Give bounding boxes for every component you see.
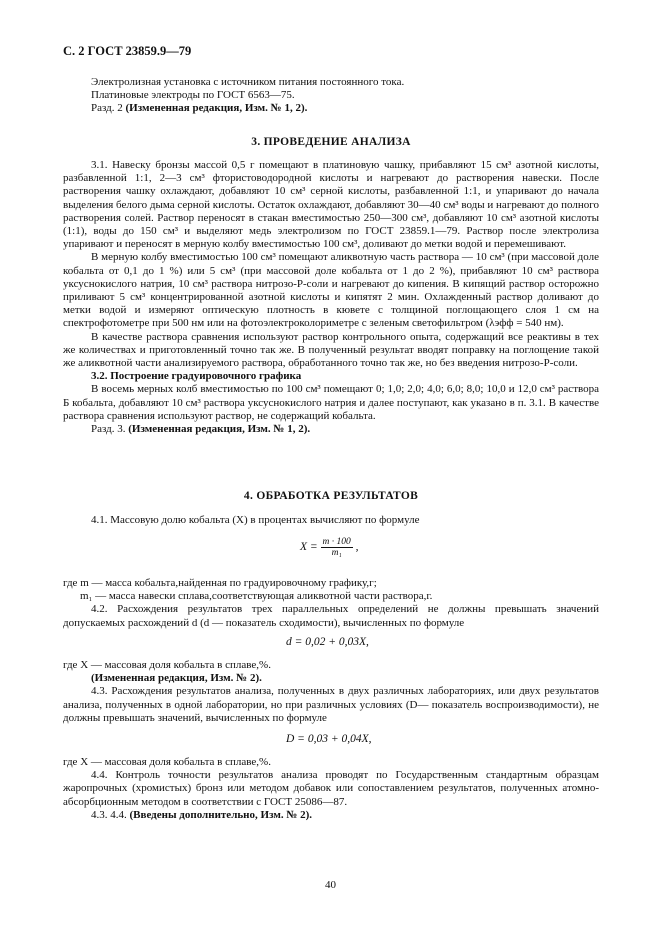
legend-m: где m — масса кобальта,найденная по градуировочному графику,г; <box>63 577 377 589</box>
paragraph-3-2: В восемь мерных колб вместимостью по 100 см³ помещают 0; 1,0; 2,0; 4,0; 6,0; 8,0; 10,0 и 12,0 см³ раствора Б кобальта, добавляют 10 см³ раствора уксуснокислого натрия и далее поступают, как указано в п. 3.1. В качестве раствора сравнения используют раствор, не содержащий кобальта. <box>63 383 599 422</box>
paragraph-4-1: 4.1. Массовую долю кобальта (X) в процентах вычисляют по формуле <box>91 514 420 526</box>
paragraph-3-1: 3.1. Навеску бронзы массой 0,5 г помещают в платиновую чашку, прибавляют 15 см³ азотной кислоты, разбавленной 1:1, 2—3 см³ фтористоводородной кислоты и нагревают до растворения навески. После растворения чашку охлаждают, добавляют 10 см³ серной кислоты, разбавленной 1:1, и упаривают до начала выделения белого дыма серной кислоты. Остаток охлаждают, добавляют 30—40 см³ воды и нагревают до полного растворения солей. Раствор переносят в стакан вместимостью 250—300 см³, добавляют 10 см³ азотной кислоты (1:1), воды до 150 см³ и выделяют медь электролизом по ГОСТ 23859.1—79. Раствор после электролиза упаривают и переносят в мерную колбу вместимостью 100 см³, доливают до метки водой и перемешивают. <box>63 159 599 251</box>
formula-x-left: X = <box>300 541 318 554</box>
formula-x-tail: , <box>355 541 359 554</box>
formula-d: d = 0,02 + 0,03X, <box>286 636 369 648</box>
legend-m1: m₁ — масса навески сплава,соответствующая аликвотной части раствора,г. <box>80 590 433 603</box>
formula-x <box>300 537 359 558</box>
intro-block <box>91 76 599 115</box>
formula-d-legend <box>63 659 599 725</box>
intro-line-1: Электролизная установка с источником питания постоянного тока. <box>91 76 405 88</box>
section-4-end <box>63 756 599 822</box>
intro-line-3: Разд. 2 (Измененная редакция, Изм. № 1, 2). <box>91 102 308 114</box>
section-4-title: 4. ОБРАБОТКА РЕЗУЛЬТАТОВ <box>243 490 419 502</box>
intro-line-2: Платиновые электроды по ГОСТ 6563—75. <box>91 89 295 101</box>
legend-x-2: где X — массовая доля кобальта в сплаве,%. <box>63 756 271 768</box>
paragraph-3-1-c: В качестве раствора сравнения используют раствор контрольного опыта, содержащий все реактивы в тех же количествах и приготовленный точно так же. В полученный результат вводят поправку на поглощение такой же аликвотной части анализируемого раствора, обработанного точно так же, но без введения нитрозо-Р-соли. <box>63 330 599 370</box>
page-header: С. 2 ГОСТ 23859.9—79 <box>63 44 192 58</box>
section-3-title: 3. ПРОВЕДЕНИЕ АНАЛИЗА <box>251 136 411 148</box>
section-3-reference: Разд. 3. (Измененная редакция, Изм. № 1, 2). <box>91 423 311 436</box>
formula-x-fraction <box>321 537 353 558</box>
paragraph-4-1-block <box>63 514 599 527</box>
formula-big-d: D = 0,03 + 0,04X, <box>286 733 372 745</box>
paragraph-4-2: 4.2. Расхождения результатов трех параллельных определений не должны превышать значений допускаемых расхождений d (d — показатель сходимости), вычисленных по формуле <box>63 603 599 629</box>
paragraph-4-4: 4.4. Контроль точности результатов анализа проводят по Государственным стандартным образцам жаропрочных (хромистых) бронз или методом добавок или сопоставлением результатов, полученных атомно-абсорбционным методом в соответствии с ГОСТ 25086—87. <box>63 769 599 808</box>
formula-x-numerator: m · 100 <box>322 537 351 547</box>
paragraph-3-1-b: В мерную колбу вместимостью 100 см³ помещают аликвотную часть раствора — 10 см³ (при массовой доле кобальта от 0,1 до 1 %) или 5 см³ (при массовой доле кобальта от 1 до 2 %), прибавляют 10 см³ раствора уксуснокислого натрия, 10 см³ раствора нитрозо-Р-соли и нагревают до кипения. В кипящий раствор осторожно приливают 5 см³ концентрированной азотной кислоты и кипятят 2 мин. Охлажденный раствор доливают до метки водой и измеряют оптическую плотность в кювете с толщиной поглощающего слоя 1 см на спектрофотометре при 500 нм или на фотоэлектроколориметре с зеленым светофильтром (λэфф = 540 нм). <box>63 251 599 330</box>
reference-4-2: (Измененная редакция, Изм. № 2). <box>91 672 262 685</box>
page-number: 40 <box>325 879 336 891</box>
legend-x-1: где X — массовая доля кобальта в сплаве,%. <box>63 659 271 671</box>
formula-x-legend <box>63 577 599 630</box>
paragraph-4-3: 4.3. Расхождения результатов анализа, полученных в двух различных лабораториях, или двух результатов анализа, полученных в одной лаборатории, но при различных условиях (D— показатель воспроизводимости), не должны превышать значений, вычисленных по формуле <box>63 685 599 724</box>
formula-x-denominator: m₁ <box>331 548 342 558</box>
reference-4-4: 4.3. 4.4. (Введены дополнительно, Изм. № 2). <box>91 808 313 821</box>
section-3-body <box>63 159 599 436</box>
subsection-3-2-title: 3.2. Построение градуировочного графика <box>91 370 302 383</box>
